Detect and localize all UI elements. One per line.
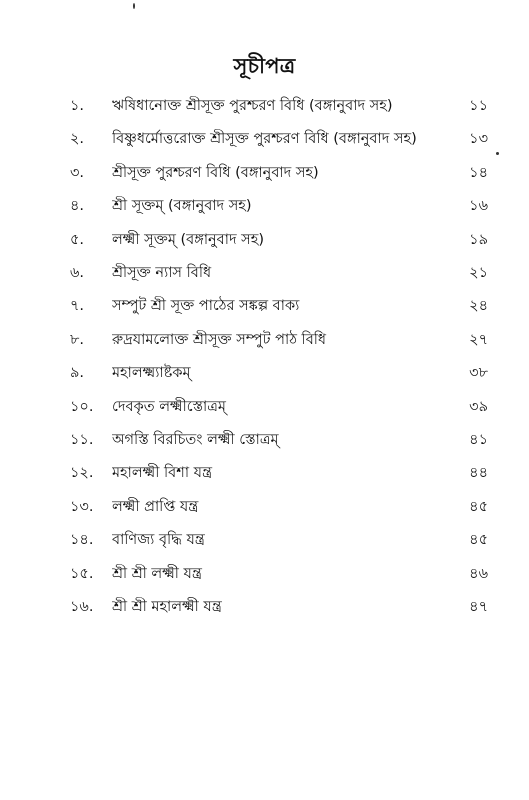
toc-entry xyxy=(70,293,488,319)
toc-entry xyxy=(70,427,488,453)
toc-entry-number: ৭. xyxy=(70,298,85,315)
toc-entry-number: ৪. xyxy=(70,198,85,215)
toc-entry-number: ১২. xyxy=(70,465,94,482)
toc-entry-title: শ্রী শ্রী মহালক্ষ্মী যন্ত্র xyxy=(112,599,222,615)
toc-entry-page-number: ১৬ xyxy=(469,198,488,215)
toc-entry-page-number: ২১ xyxy=(469,265,488,281)
toc-entry-number: ৫. xyxy=(70,231,85,248)
toc-entry-page-number: ২৪ xyxy=(469,298,488,315)
toc-entry-page-number: ৪৬ xyxy=(469,565,488,582)
toc-entry xyxy=(70,126,488,152)
toc-entry-page-number: ৩৯ xyxy=(469,398,488,415)
toc-entry-number: ৬. xyxy=(70,265,85,281)
toc-entry-title: বাণিজ্য বৃদ্ধি যন্ত্র xyxy=(112,532,205,549)
toc-entry xyxy=(70,193,488,219)
toc-entry-page-number: ১১ xyxy=(469,98,488,114)
page-title: সূচীপত্র xyxy=(233,54,296,78)
toc-entry-number: ১০. xyxy=(70,398,94,415)
toc-entry xyxy=(70,160,488,186)
toc-entry-title: লক্ষ্মী প্রাপ্তি যন্ত্র xyxy=(112,498,199,515)
toc-entry-page-number: ৩৮ xyxy=(469,365,488,382)
toc-entry-number: ১১. xyxy=(70,432,94,448)
toc-entry xyxy=(70,561,488,587)
toc-entry-page-number: ১৯ xyxy=(469,231,488,248)
toc-entry-title: রুদ্রযামলোক্ত শ্রীসূক্ত সম্পুট পাঠ বিধি xyxy=(112,331,327,348)
toc-entry xyxy=(70,260,488,286)
toc-entry-title: শ্রী শ্রী লক্ষ্মী যন্ত্র xyxy=(112,565,202,582)
toc-entry-title: ঋষিধানোক্ত শ্রীসূক্ত পুরশ্চরণ বিধি (বঙ্গানুবাদ সহ) xyxy=(112,98,393,114)
toc-entry-title: দেবকৃত লক্ষ্মীস্তোত্রম্ xyxy=(112,398,226,415)
toc-entry-page-number: ৪১ xyxy=(469,432,488,448)
toc-entry-page-number: ১৪ xyxy=(469,164,488,181)
toc-entry-number: ১৫. xyxy=(70,565,94,582)
toc-entry-page-number: ২৭ xyxy=(469,331,488,348)
toc-entry-page-number: ৪৭ xyxy=(469,599,488,615)
toc-entry-title: মহালক্ষ্ম্যাষ্টকম্ xyxy=(112,365,191,382)
toc-entry-page-number: ৪৫ xyxy=(469,532,488,549)
toc-entry-page-number: ৪৫ xyxy=(469,498,488,515)
toc-entry xyxy=(70,394,488,420)
toc-entry-number: ১. xyxy=(70,98,85,114)
toc-entry-title: শ্রী সূক্তম্ (বঙ্গানুবাদ সহ) xyxy=(112,198,252,215)
toc-entry xyxy=(70,93,488,119)
toc-entry-title: সম্পুট শ্রী সূক্ত পাঠের সঙ্কল্প বাক্য xyxy=(112,298,300,315)
toc-entry-number: ৩. xyxy=(70,164,85,181)
toc-entry xyxy=(70,327,488,353)
toc-entry-title: লক্ষ্মী সূক্তম্ (বঙ্গানুবাদ সহ) xyxy=(112,231,265,248)
toc-entry xyxy=(70,594,488,620)
toc-entry xyxy=(70,227,488,253)
toc-entry-number: ১৬. xyxy=(70,599,94,615)
toc-entry-title: শ্রীসূক্ত ন্যাস বিধি xyxy=(112,265,212,281)
toc-entry xyxy=(70,360,488,386)
toc-entry-page-number: ১৩ xyxy=(469,131,488,148)
toc-entry-title: মহালক্ষ্মী বিশা যন্ত্র xyxy=(112,465,213,482)
toc-entry-number: ১৪. xyxy=(70,532,94,549)
toc-entry xyxy=(70,460,488,486)
toc-entry-number: ৮. xyxy=(70,331,85,348)
toc-entry xyxy=(70,494,488,520)
toc-entry-title: অগস্তি বিরচিতং লক্ষ্মী স্তোত্রম্ xyxy=(112,432,279,448)
toc-entry-number: ১৩. xyxy=(70,498,94,515)
toc-entry-title: শ্রীসূক্ত পুরশ্চরণ বিধি (বঙ্গানুবাদ সহ) xyxy=(112,164,319,181)
toc-entry-number: ২. xyxy=(70,131,85,148)
toc-entry xyxy=(70,527,488,553)
toc-entry-number: ৯. xyxy=(70,365,85,382)
toc-entry-page-number: ৪৪ xyxy=(469,465,488,482)
toc-entry-title: বিষ্ণুধর্মোত্তরোক্ত শ্রীসূক্ত পুরশ্চরণ বিধি (বঙ্গানুবাদ সহ) xyxy=(112,131,417,148)
